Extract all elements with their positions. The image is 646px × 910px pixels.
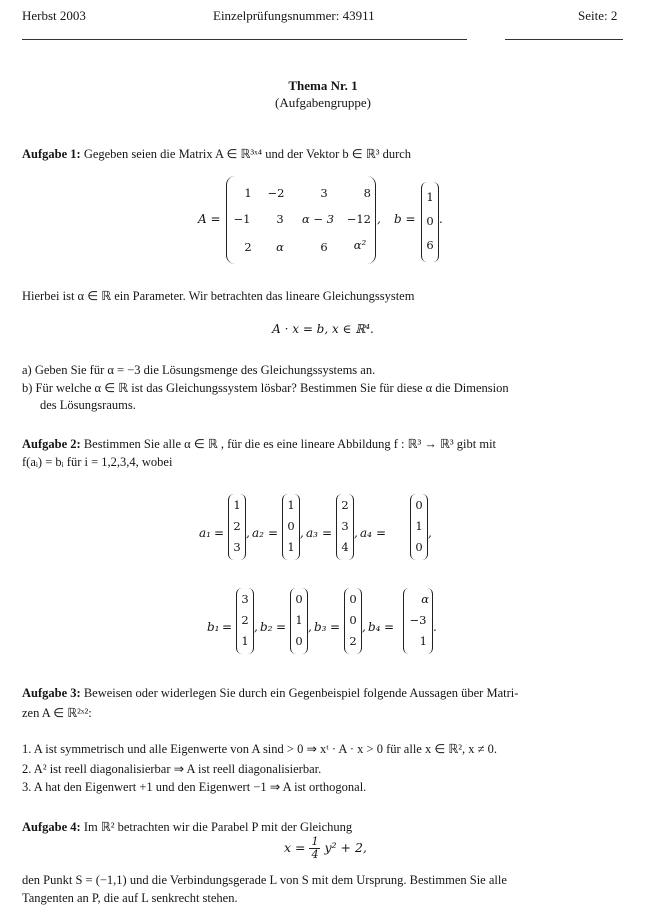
vector-cell: 3 — [241, 592, 249, 606]
a1-vector-label: a₁ — [199, 526, 211, 540]
vector-cell: 0 — [295, 592, 303, 606]
vector-b3 — [344, 588, 362, 654]
equals-sign: = — [268, 526, 279, 540]
matrix-cell: −12 — [346, 212, 371, 226]
matrix-cell: −2 — [267, 186, 285, 200]
matrix-cell: 6 — [320, 240, 328, 254]
a2-text: Bestimmen Sie alle α ∈ ℝ , für die es eine lineare Abbildung f : ℝ³ → ℝ³ gibt mit — [83, 437, 497, 451]
vector-b1 — [236, 588, 254, 654]
vector-cell: 0 — [349, 592, 357, 606]
vector-cell: 2 — [341, 498, 349, 512]
eq-fraction — [309, 836, 320, 861]
vector-cell: α — [421, 592, 429, 606]
a1-question-b-line2: des Lösungsraums. — [40, 398, 136, 412]
a1-system: A · x = b, x ∈ ℝ⁴. — [272, 322, 374, 336]
thema-subtitle: (Aufgabengruppe) — [274, 95, 371, 110]
a3-line1 — [22, 686, 518, 701]
vector-cell: 0 — [426, 214, 434, 228]
vector-cell: 0 — [287, 519, 295, 533]
vector-cell: 1 — [426, 190, 434, 204]
vector-b-label: b = — [394, 212, 416, 226]
a3-line2: zen A ∈ ℝ²ˣ²: — [22, 706, 92, 720]
matrix-cell: α − 3 — [301, 212, 335, 226]
comma: , — [428, 526, 432, 540]
a2-vector-label: a₂ — [252, 526, 264, 540]
header-center: Einzelprüfungsnummer: 43911 — [213, 8, 375, 23]
vector-b2 — [290, 588, 308, 654]
a4-label: Aufgabe 4: — [22, 820, 81, 834]
equals-sign: = — [222, 620, 233, 634]
equals-sign: = — [322, 526, 333, 540]
vector-a4 — [410, 494, 428, 560]
comma: , — [254, 620, 258, 634]
vector-b4 — [403, 588, 433, 654]
a4-equation — [284, 836, 367, 861]
b4-vector-label: b₄ — [368, 620, 381, 634]
period: . — [433, 620, 437, 634]
vector-cell: 0 — [415, 540, 423, 554]
a3-item-3: 3. A hat den Eigenwert +1 und den Eigenwert −1 ⇒ A ist orthogonal. — [22, 780, 367, 794]
header-left: Herbst 2003 — [22, 8, 86, 23]
header-rule-left — [22, 39, 467, 40]
vector-cell: 2 — [233, 519, 241, 533]
header-right: Seite: 2 — [578, 8, 618, 23]
thema-title: Thema Nr. 1 — [288, 78, 358, 93]
matrix-A — [226, 176, 376, 264]
vector-cell: 1 — [415, 519, 423, 533]
a1-intro-line — [22, 146, 411, 162]
header-rule-right — [505, 39, 623, 40]
equals-sign: = — [376, 526, 387, 540]
vector-a2 — [282, 494, 300, 560]
vector-cell: 1 — [287, 498, 295, 512]
b2-vector-label: b₂ — [260, 620, 273, 634]
a3-item-2: 2. A² ist reell diagonalisierbar ⇒ A ist reell diagonalisierbar. — [22, 762, 322, 776]
a1-param-text: Hierbei ist α ∈ ℝ ein Parameter. Wir betrachten das lineare Gleichungssystem — [22, 289, 415, 303]
comma: , — [354, 526, 358, 540]
vector-cell: 0 — [349, 613, 357, 627]
matrix-cell: 8 — [363, 186, 371, 200]
vector-cell: −3 — [409, 613, 427, 627]
vector-cell: 3 — [341, 519, 349, 533]
a2-line1 — [22, 436, 496, 452]
vector-cell: 3 — [233, 540, 241, 554]
comma: , — [308, 620, 312, 634]
matrix-cell: α² — [353, 238, 367, 252]
vector-cell: 1 — [419, 634, 427, 648]
b1-vector-label: b₁ — [207, 620, 220, 634]
a1-question-b-line1: b) Für welche α ∈ ℝ ist das Gleichungssystem lösbar? Bestimmen Sie für diese α die Dimension — [22, 381, 509, 395]
vector-a3 — [336, 494, 354, 560]
a4-line2: den Punkt S = (−1,1) und die Verbindungsgerade L von S mit dem Ursprung. Bestimmen Sie alle — [22, 873, 507, 887]
vector-cell: 0 — [295, 634, 303, 648]
vector-cell: 2 — [241, 613, 249, 627]
b3-vector-label: b₃ — [314, 620, 327, 634]
eq-rhs: y² + 2, — [324, 840, 367, 855]
vector-a1 — [228, 494, 246, 560]
vector-b — [421, 182, 439, 262]
a3-label: Aufgabe 3: — [22, 686, 81, 700]
a3-item-1: 1. A ist symmetrisch und alle Eigenwerte von A sind > 0 ⇒ xᵗ · A · x > 0 für alle x ∈ ℝ², x ≠ 0. — [22, 742, 497, 756]
vector-cell: 4 — [341, 540, 349, 554]
matrix-cell: α — [276, 240, 284, 254]
eq-denominator: 4 — [311, 848, 319, 861]
matrix-cell: −1 — [233, 212, 251, 226]
equals-sign: = — [384, 620, 395, 634]
a4-line3: Tangenten an P, die auf L senkrecht stehen. — [22, 891, 238, 905]
a2-line2: f(aᵢ) = bᵢ für i = 1,2,3,4, wobei — [22, 455, 173, 469]
comma: , — [300, 526, 304, 540]
a1-label: Aufgabe 1: — [22, 147, 81, 161]
a1-intro: Gegeben seien die Matrix A ∈ ℝ³ˣ⁴ und der Vektor b ∈ ℝ³ durch — [83, 147, 412, 161]
vector-cell: 1 — [287, 540, 295, 554]
comma: , — [377, 212, 381, 226]
equals-sign: = — [276, 620, 287, 634]
matrix-cell: 3 — [320, 186, 328, 200]
period: . — [439, 212, 443, 226]
a4-text: Im ℝ² betrachten wir die Parabel P mit der Gleichung — [83, 820, 353, 834]
vector-cell: 1 — [241, 634, 249, 648]
a4-vector-label: a₄ — [360, 526, 372, 540]
matrix-cell: 1 — [244, 186, 252, 200]
comma: , — [246, 526, 250, 540]
a1-question-a: a) Geben Sie für α = −3 die Lösungsmenge des Gleichungssystems an. — [22, 363, 376, 377]
a4-line1 — [22, 819, 352, 835]
a2-label: Aufgabe 2: — [22, 437, 81, 451]
vector-cell: 1 — [233, 498, 241, 512]
a3-text: Beweisen oder widerlegen Sie durch ein Gegenbeispiel folgende Aussagen über Matri- — [83, 686, 519, 700]
matrix-cell: 3 — [276, 212, 284, 226]
equals-sign: = — [330, 620, 341, 634]
matrix-cell: 2 — [244, 240, 252, 254]
comma: , — [362, 620, 366, 634]
matrix-A-label: A = — [198, 212, 221, 226]
eq-numerator: 1 — [311, 835, 319, 848]
eq-lhs: x = — [284, 840, 306, 855]
a3-vector-label: a₃ — [306, 526, 318, 540]
equals-sign: = — [214, 526, 225, 540]
vector-cell: 2 — [349, 634, 357, 648]
vector-cell: 1 — [295, 613, 303, 627]
vector-cell: 6 — [426, 238, 434, 252]
vector-cell: 0 — [415, 498, 423, 512]
